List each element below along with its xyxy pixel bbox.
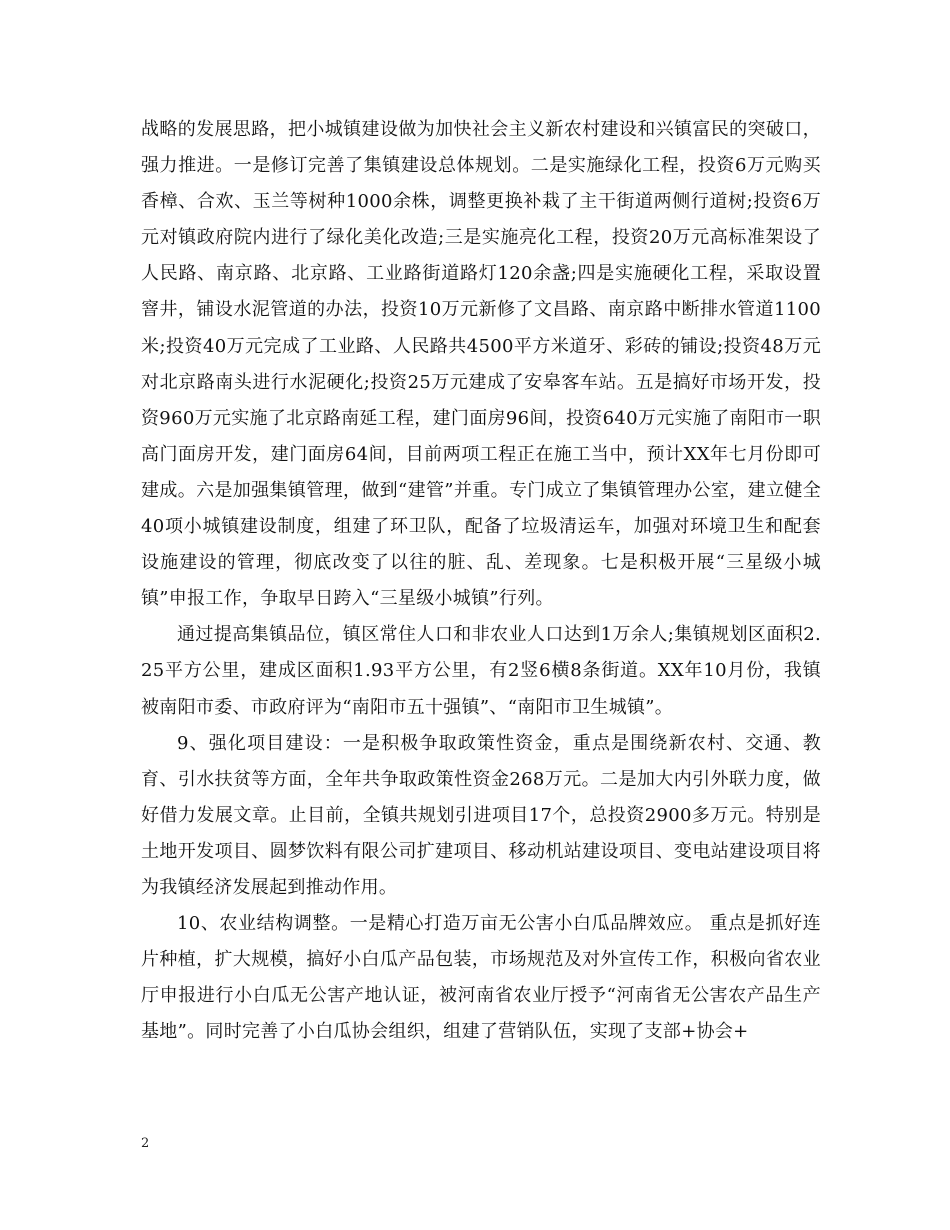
paragraph-continued: 战略的发展思路，把小城镇建设做为加快社会主义新农村建设和兴镇富民的突破口，强力推进。一是修订完善了集镇建设总体规划。二是实施绿化工程，投资6万元购买香樟、合欢、玉兰等树种1000余株，调整更换补栽了主干街道两侧行道树;投资6万元对镇政府院内进行了绿化美化改造;三是实施亮化工程，投资20万元高标准架设了人民路、南京路、北京路、工业路街道路灯120余盏;四是实施硬化工程，采取设置窨井，铺设水泥管道的办法，投资10万元新修了文昌路、南京路中断排水管道1100米;投资40万元完成了工业路、人民路共4500平方米道牙、彩砖的铺设;投资48万元对北京路南头进行水泥硬化;投资25万元建成了安皋客车站。五是搞好市场开发，投资960万元实施了北京路南延工程，建门面房96间，投资640万元实施了南阳市一职高门面房开发，建门面房64间，目前两项工程正在施工当中，预计XX年七月份即可建成。六是加强集镇管理，做到“建管”并重。专门成立了集镇管理办公室，建立健全40项小城镇建设制度，组建了环卫队，配备了垃圾清运车，加强对环境卫生和配套设施建设的管理，彻底改变了以往的脏、乱、差现象。七是积极开展“三星级小城镇”申报工作，争取早日跨入“三星级小城镇”行列。 xyxy=(141,119,821,610)
page-number: 2 xyxy=(141,1136,150,1151)
paragraph-project-construction: 9、强化项目建设：一是积极争取政策性资金，重点是围绕新农村、交通、教育、引水扶贫等方面，全年共争取政策性资金268万元。二是加大内引外联力度，做好借力发展文章。止目前，全镇共规划引进项目17个，总投资2900多万元。特别是土地开发项目、圆梦饮料有限公司扩建项目、移动机站建设项目、变电站建设项目将为我镇经济发展起到推动作用。 xyxy=(141,732,821,898)
document-body xyxy=(141,112,821,1050)
paragraph-agriculture-adjustment: 10、农业结构调整。一是精心打造万亩无公害小白瓜品牌效应。 重点是抓好连片种植，扩大规模，搞好小白瓜产品包装，市场规范及对外宣传工作，积极向省农业厅申报进行小白瓜无公害产地认证，被河南省农业厅授予“河南省无公害农产品生产基地”。同时完善了小白瓜协会组织，组建了营销队伍，实现了支部+协会+ xyxy=(141,913,821,1043)
paragraph-town-quality: 通过提高集镇品位，镇区常住人口和非农业人口达到1万余人;集镇规划区面积2.25平方公里，建成区面积1.93平方公里，有2竖6横8条街道。XX年10月份，我镇被南阳市委、市政府评为“南阳市五十强镇”、“南阳市卫生城镇”。 xyxy=(141,624,821,718)
